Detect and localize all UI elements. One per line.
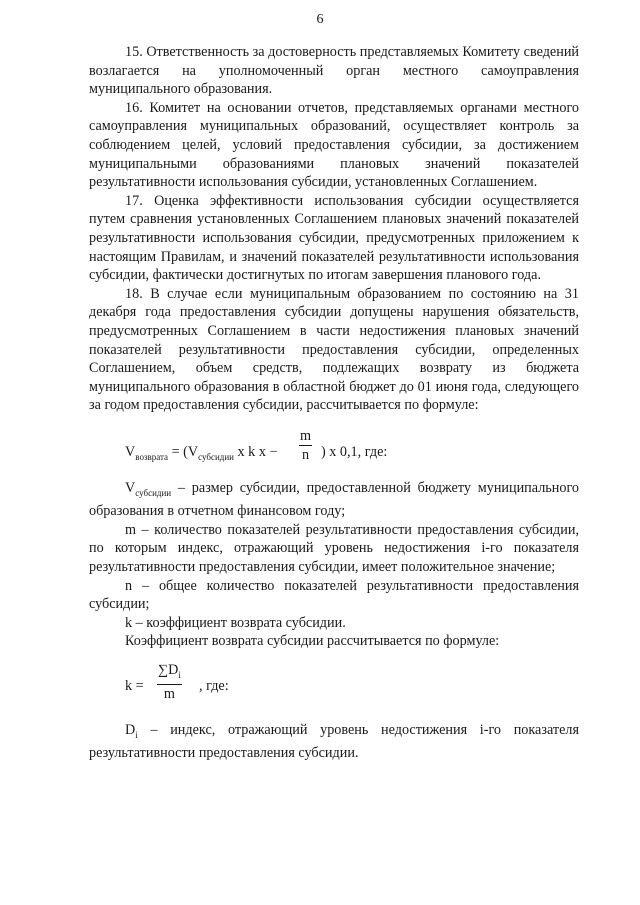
- paragraph-18: 18. В случае если муниципальным образованием по состоянию на 31 декабря года предоставления субсидии допущены нарушения обязательств, предусмотренных Соглашением в части недостижения плановых значений показателей результативности предоставления субсидии, определенных Соглашением, объем средств, подлежащих возврату из бюджета муниципального образования в областной бюджет до 01 июня года, следующего за годом предоставления субсидии, рассчитывается по формуле:: [89, 285, 579, 414]
- def-v-subscript: субсидии: [135, 487, 172, 498]
- k-formula-intro: Коэффициент возврата субсидии рассчитывается по формуле:: [125, 633, 500, 650]
- definition-m: m – количество показателей результативности предоставления субсидии, по которым индекс, отражающий уровень недостижения i-го показателя результативности предоставления субсидии, имеет положительное значение;: [89, 521, 579, 576]
- paragraph-16: 16. Комитет на основании отчетов, представляемых органами местного самоуправления муниципальных образований, осуществляет контроль за соблюдением целей, условий предоставления субсидии, за достижением муниципальными образованиями плановых значений показателей результативности использования субсидии, установленных Соглашением.: [89, 99, 579, 191]
- formula-eq-open: = (V: [168, 443, 199, 460]
- def-v-text: – размер субсидии, предоставленной бюджету муниципального образования в отчетном финансовом году;: [89, 479, 579, 520]
- def-d-text: – индекс, отражающий уровень недостижения i-го показателя результативности предоставления субсидии.: [89, 722, 579, 762]
- formula-v-subscript: возврата: [135, 451, 169, 462]
- formula-numerator: m: [300, 427, 312, 444]
- def-v: V: [125, 479, 136, 496]
- k-formula-fraction: [157, 661, 182, 704]
- k-formula-sigma-subscript: i: [178, 669, 181, 680]
- paragraph-15: 15. Ответственность за достоверность представляемых Комитету сведений возлагается на уполномоченный орган местного самоуправления муниципального образования.: [89, 44, 579, 98]
- def-d-subscript: i: [135, 729, 138, 740]
- formula-fraction: [299, 427, 312, 465]
- formula-tail: ) x 0,1, где:: [321, 443, 388, 460]
- formula-v: V: [125, 443, 136, 460]
- definition-di: [89, 721, 579, 763]
- paragraph-17: 17. Оценка эффективности использования субсидии осуществляется путем сравнения установленных Соглашением плановых значений показателей результативности использования субсидии, предусмотренных приложением к настоящим Правилам, и значений показателей результативности использования субсидии, фактически достигнутых по итогам завершения планового года.: [89, 192, 579, 284]
- definition-v-subsidy: [89, 479, 579, 521]
- formula-subsidy-subscript: субсидии: [198, 451, 234, 462]
- formula-mid: x k x −: [233, 443, 278, 460]
- k-formula-tail: , где:: [199, 678, 229, 695]
- definition-k: k – коэффициент возврата субсидии.: [125, 614, 346, 631]
- def-d: D: [125, 722, 136, 739]
- k-formula: [125, 661, 579, 707]
- formula-denominator: n: [299, 445, 312, 465]
- k-formula-denominator: m: [157, 684, 182, 704]
- refund-formula: [125, 425, 579, 473]
- k-formula-sigma: ∑D: [158, 662, 179, 679]
- page-number: 6: [316, 12, 324, 27]
- definition-n: n – общее количество показателей результативности предоставления субсидии;: [89, 577, 579, 613]
- k-formula-lhs: k =: [125, 678, 144, 695]
- document-body: [89, 43, 579, 763]
